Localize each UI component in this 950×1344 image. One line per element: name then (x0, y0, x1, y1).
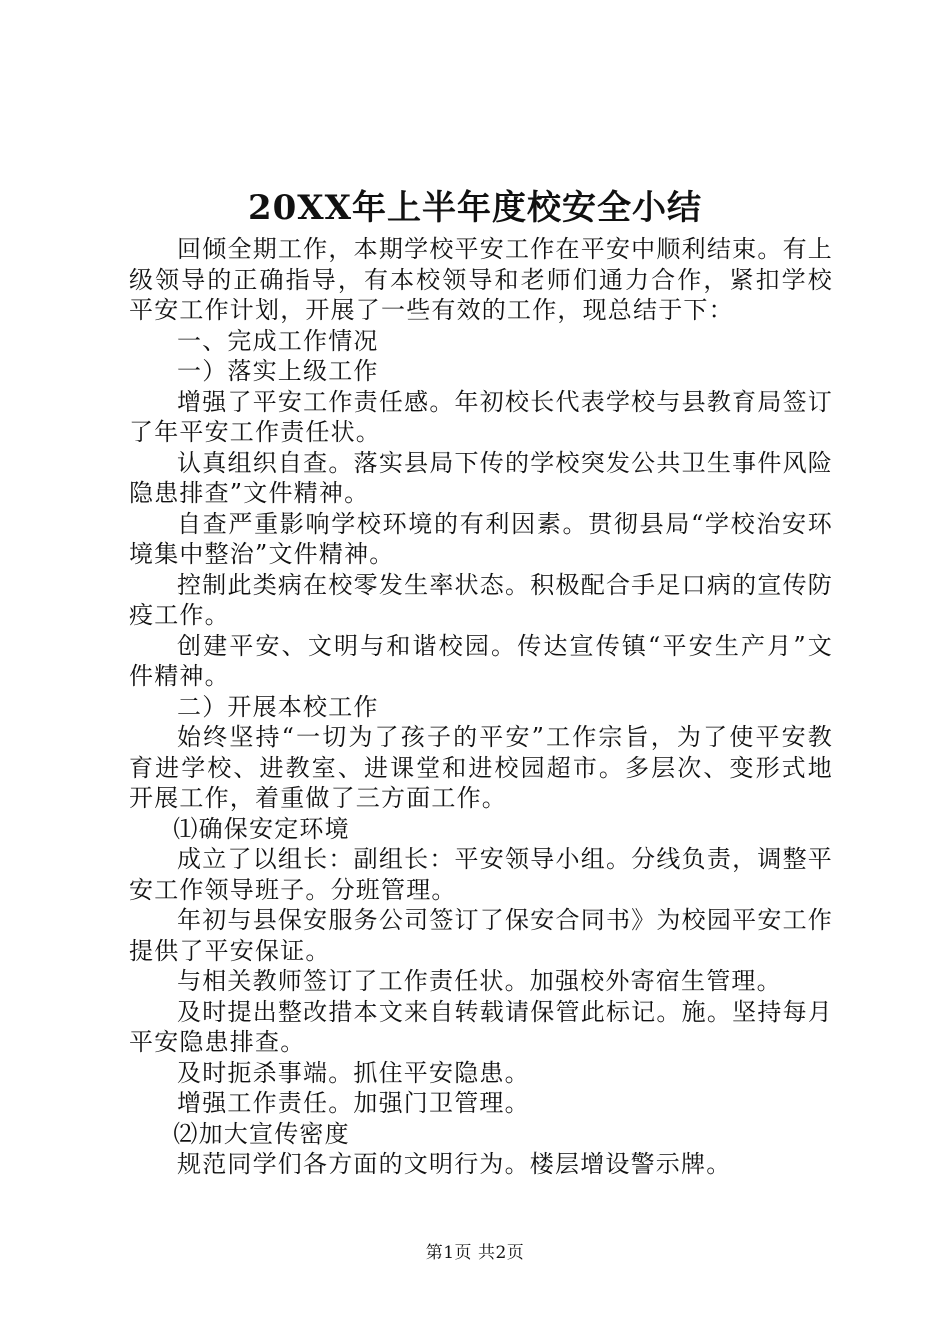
section-heading-1: 一、完成工作情况 (177, 326, 379, 355)
numbered-heading-2: ⑵加大宣传密度 (173, 1119, 350, 1148)
paragraph: 增强了平安工作责任感。年初校长代表学校与县教育局签订了年平安工作责任状。 (129, 387, 833, 446)
paragraph-intro: 回倾全期工作，本期学校平安工作在平安中顺利结束。有上级领导的正确指导，有本校领导和老师们通力合作，紧扣学校平安工作计划，开展了一些有效的工作，现总结于下： (129, 235, 833, 324)
subsection-heading-2: 二）开展本校工作 (177, 692, 379, 721)
paragraph: 年初与县保安服务公司签订了保安合同书》为校园平安工作提供了平安保证。 (129, 906, 833, 965)
paragraph: 增强工作责任。加强门卫管理。 (177, 1089, 530, 1117)
paragraph: 认真组织自查。落实县局下传的学校突发公共卫生事件风险隐患排查”文件精神。 (129, 448, 833, 507)
page-number-footer: 第1页 共2页 (425, 1243, 525, 1263)
paragraph: 控制此类病在校零发生率状态。积极配合手足口病的宣传防疫工作。 (129, 570, 833, 629)
paragraph: 规范同学们各方面的文明行为。楼层增设警示牌。 (177, 1150, 732, 1178)
subsection-heading-1: 一）落实上级工作 (177, 357, 379, 385)
paragraph: 自查严重影响学校环境的有利因素。贯彻县局“学校治安环境集中整治”文件精神。 (129, 509, 833, 568)
paragraph: 及时提出整改措本文来自转载请保管此标记。施。坚持每月平安隐患排查。 (129, 997, 833, 1056)
paragraph: 及时扼杀事端。抓住平安隐患。 (177, 1058, 530, 1087)
document-title: 20XX年上半年度校安全小结 (247, 188, 703, 228)
numbered-heading-1: ⑴确保安定环境 (173, 814, 350, 843)
paragraph: 成立了以组长：副组长：平安领导小组。分线负责，调整平安工作领导班子。分班管理。 (129, 845, 833, 904)
paragraph: 与相关教师签订了工作责任状。加强校外寄宿生管理。 (177, 967, 782, 995)
paragraph: 创建平安、文明与和谐校园。传达宣传镇“平安生产月”文件精神。 (129, 631, 833, 690)
paragraph: 始终坚持“一切为了孩子的平安”工作宗旨，为了使平安教育进学校、进教室、进课堂和进校园超市。多层次、变形式地开展工作，着重做了三方面工作。 (129, 723, 833, 812)
document-body (129, 234, 833, 1180)
